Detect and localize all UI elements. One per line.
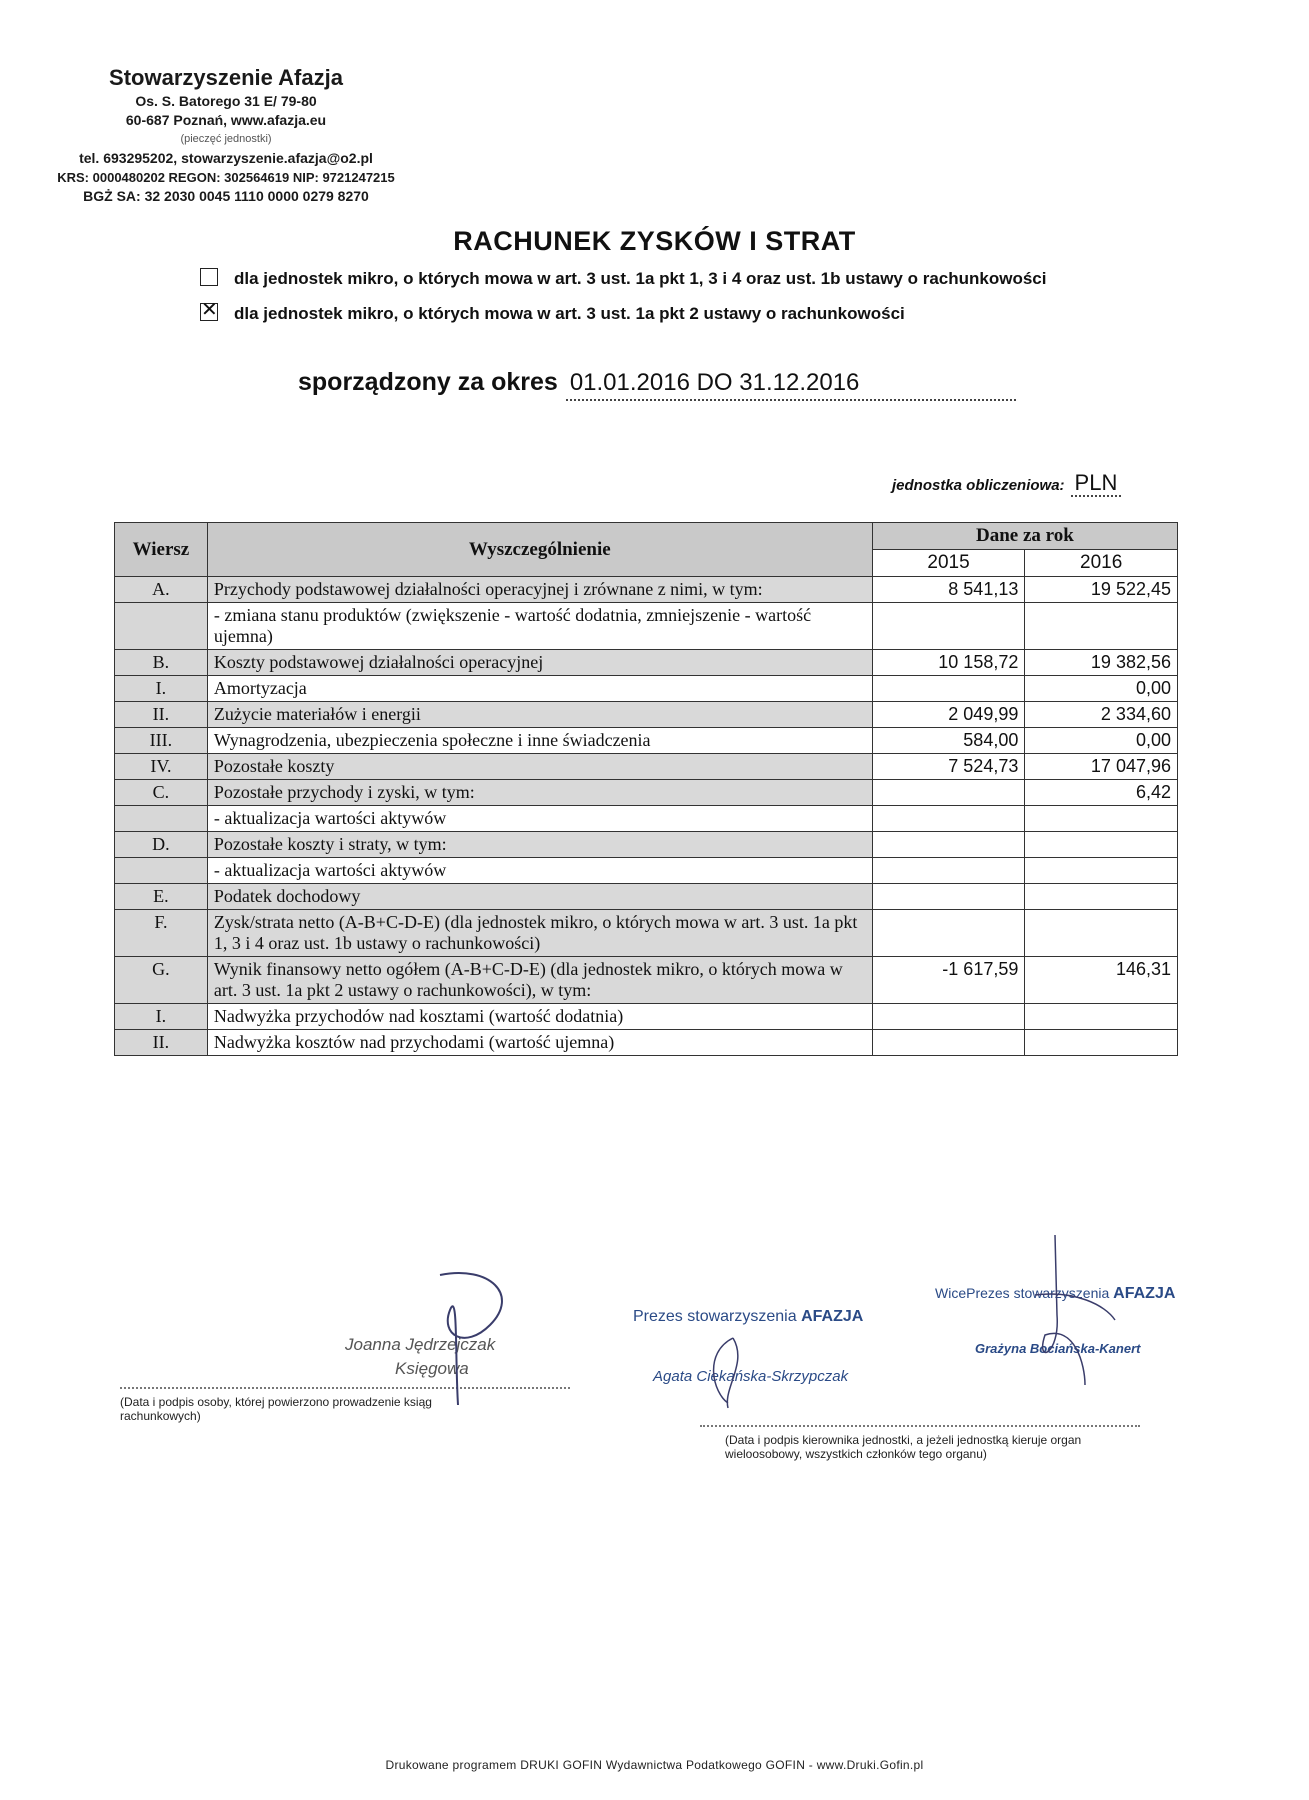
option-row-2 [200, 299, 905, 324]
row-value-2016: 19 382,56 [1025, 650, 1178, 676]
row-description: - zmiana stanu produktów (zwiększenie - wartość dodatnia, zmniejszenie - wartość ujemna) [207, 603, 872, 650]
handwritten-signature-icon [1015, 1235, 1135, 1395]
row-description: Pozostałe koszty i straty, w tym: [207, 832, 872, 858]
unit-label: jednostka obliczeniowa: [892, 477, 1065, 494]
table-row [115, 702, 1178, 728]
header-year-2016: 2016 [1025, 550, 1178, 577]
table-row [115, 1004, 1178, 1030]
row-code [115, 858, 208, 884]
row-value-2016: 0,00 [1025, 728, 1178, 754]
row-description: Zysk/strata netto (A-B+C-D-E) (dla jednostek mikro, o których mowa w art. 3 ust. 1a pkt 1, 3 i 4 oraz ust. 1b ustawy o rachunkowości) [207, 910, 872, 957]
unit-value: PLN [1071, 470, 1122, 497]
row-value-2016: 19 522,45 [1025, 577, 1178, 603]
row-value-2015 [872, 858, 1025, 884]
table-row [115, 910, 1178, 957]
row-value-2015 [872, 780, 1025, 806]
president-title: Prezes stowarzyszenia [633, 1308, 797, 1325]
row-value-2016 [1025, 1030, 1178, 1056]
header-description: Wyszczególnienie [207, 523, 872, 577]
row-value-2016 [1025, 1004, 1178, 1030]
unit-line [892, 470, 1121, 496]
table-row [115, 780, 1178, 806]
row-value-2015: 8 541,13 [872, 577, 1025, 603]
table-row [115, 650, 1178, 676]
signature-accountant [120, 1335, 570, 1423]
option-label-2: dla jednostek mikro, o których mowa w art. 3 ust. 1a pkt 2 ustawy o rachunkowości [234, 304, 905, 323]
footer-note: Drukowane programem DRUKI GOFIN Wydawnictwa Podatkowego GOFIN - www.Druki.Gofin.pl [385, 1758, 924, 1772]
header-data-year: Dane za rok [872, 523, 1177, 550]
row-value-2015 [872, 910, 1025, 957]
row-description: - aktualizacja wartości aktywów [207, 806, 872, 832]
vp-title: WicePrezes stowarzyszenia [935, 1285, 1110, 1301]
header-wiersz: Wiersz [115, 523, 208, 577]
row-code: III. [115, 728, 208, 754]
row-value-2016 [1025, 858, 1178, 884]
row-code: F. [115, 910, 208, 957]
row-description: Amortyzacja [207, 676, 872, 702]
row-code: B. [115, 650, 208, 676]
header-year-2015: 2015 [872, 550, 1025, 577]
period-value: 01.01.2016 DO 31.12.2016 [566, 369, 1016, 401]
option-checkbox-1[interactable] [200, 268, 218, 286]
table-row [115, 806, 1178, 832]
row-description: Wynik finansowy netto ogółem (A-B+C-D-E) (dla jednostek mikro, o których mowa w art. 3 ust. 1a pkt 2 ustawy o rachunkowości), w tym: [207, 957, 872, 1004]
row-description: Nadwyżka przychodów nad kosztami (wartość dodatnia) [207, 1004, 872, 1030]
president-org: AFAZJA [801, 1308, 864, 1325]
table-row [115, 1030, 1178, 1056]
row-value-2016 [1025, 884, 1178, 910]
row-value-2015 [872, 832, 1025, 858]
row-code: G. [115, 957, 208, 1004]
row-value-2016: 6,42 [1025, 780, 1178, 806]
stamp-bank: BGŻ SA: 32 2030 0045 1110 0000 0279 8270 [83, 188, 369, 204]
handwritten-signature-icon [693, 1333, 773, 1413]
row-value-2015: 10 158,72 [872, 650, 1025, 676]
accountant-name: Joanna Jędrzejczak [345, 1335, 496, 1354]
row-code: A. [115, 577, 208, 603]
checkbox-mark: ✕ [201, 299, 218, 321]
row-code [115, 603, 208, 650]
row-description: Przychody podstawowej działalności operacyjnej i zrównane z nimi, w tym: [207, 577, 872, 603]
signature-line [700, 1425, 1140, 1427]
row-code: C. [115, 780, 208, 806]
row-description: Pozostałe koszty [207, 754, 872, 780]
row-description: Podatek dochodowy [207, 884, 872, 910]
row-value-2015 [872, 1004, 1025, 1030]
option-label-1: dla jednostek mikro, o których mowa w art. 3 ust. 1a pkt 1, 3 i 4 oraz ust. 1b ustawy o rachunkowości [234, 269, 1047, 288]
stamp-registry: KRS: 0000480202 REGON: 302564619 NIP: 9721247215 [57, 170, 395, 185]
table-row [115, 957, 1178, 1004]
profit-loss-table [114, 522, 1178, 1056]
row-code: I. [115, 1004, 208, 1030]
row-code: E. [115, 884, 208, 910]
stamp-org-name: Stowarzyszenie Afazja [109, 65, 343, 90]
table-row [115, 884, 1178, 910]
vp-name: Grażyna Bociańska-Kanert [975, 1341, 1141, 1356]
table-row [115, 832, 1178, 858]
document-title: RACHUNEK ZYSKÓW I STRAT [453, 226, 856, 256]
row-value-2016: 17 047,96 [1025, 754, 1178, 780]
row-description: - aktualizacja wartości aktywów [207, 858, 872, 884]
row-description: Pozostałe przychody i zyski, w tym: [207, 780, 872, 806]
table-row [115, 754, 1178, 780]
management-caption: (Data i podpis kierownika jednostki, a jeżeli jednostką kieruje organ wieloosobowy, wszystkich członków tego organu) [725, 1433, 1082, 1461]
row-value-2015: 7 524,73 [872, 754, 1025, 780]
handwritten-signature-icon [380, 1265, 580, 1415]
row-value-2015 [872, 603, 1025, 650]
stamp-contact: tel. 693295202, stowarzyszenie.afazja@o2.pl [79, 150, 373, 166]
option-checkbox-2[interactable] [200, 299, 218, 321]
row-value-2015: 584,00 [872, 728, 1025, 754]
signature-president [633, 1308, 933, 1385]
row-code: D. [115, 832, 208, 858]
table-row [115, 577, 1178, 603]
row-value-2016: 0,00 [1025, 676, 1178, 702]
signature-vice-president [935, 1285, 1235, 1356]
table-row [115, 728, 1178, 754]
period-line [298, 368, 1016, 401]
stamp-caption: (pieczęć jednostki) [180, 133, 272, 145]
president-name: Agata Ciekańska-Skrzypczak [653, 1368, 849, 1385]
row-value-2016: 146,31 [1025, 957, 1178, 1004]
row-value-2015 [872, 1030, 1025, 1056]
row-code: II. [115, 1030, 208, 1056]
option-row-1 [200, 268, 1046, 289]
row-value-2015 [872, 676, 1025, 702]
management-signature-block [700, 1425, 1140, 1461]
row-code: I. [115, 676, 208, 702]
row-code [115, 806, 208, 832]
row-value-2016 [1025, 806, 1178, 832]
stamp-address: Os. S. Batorego 31 E/ 79-80 [135, 93, 317, 109]
accountant-role: Księgowa [395, 1359, 469, 1378]
row-code: IV. [115, 754, 208, 780]
table-row [115, 603, 1178, 650]
row-description: Nadwyżka kosztów nad przychodami (wartość ujemna) [207, 1030, 872, 1056]
table-row [115, 676, 1178, 702]
row-value-2015 [872, 884, 1025, 910]
stamp-city-web: 60-687 Poznań, www.afazja.eu [125, 112, 327, 128]
row-description: Zużycie materiałów i energii [207, 702, 872, 728]
period-label: sporządzony za okres [298, 368, 558, 396]
row-value-2015 [872, 806, 1025, 832]
row-value-2016 [1025, 910, 1178, 957]
row-value-2015: -1 617,59 [872, 957, 1025, 1004]
row-description: Wynagrodzenia, ubezpieczenia społeczne i inne świadczenia [207, 728, 872, 754]
row-value-2015: 2 049,99 [872, 702, 1025, 728]
table-row [115, 858, 1178, 884]
row-code: II. [115, 702, 208, 728]
row-value-2016: 2 334,60 [1025, 702, 1178, 728]
organization-stamp [46, 64, 406, 206]
vp-org: AFAZJA [1113, 1285, 1176, 1302]
row-value-2016 [1025, 832, 1178, 858]
accountant-caption: (Data i podpis osoby, której powierzono prowadzenie ksiąg rachunkowych) [120, 1395, 432, 1423]
row-description: Koszty podstawowej działalności operacyjnej [207, 650, 872, 676]
row-value-2016 [1025, 603, 1178, 650]
